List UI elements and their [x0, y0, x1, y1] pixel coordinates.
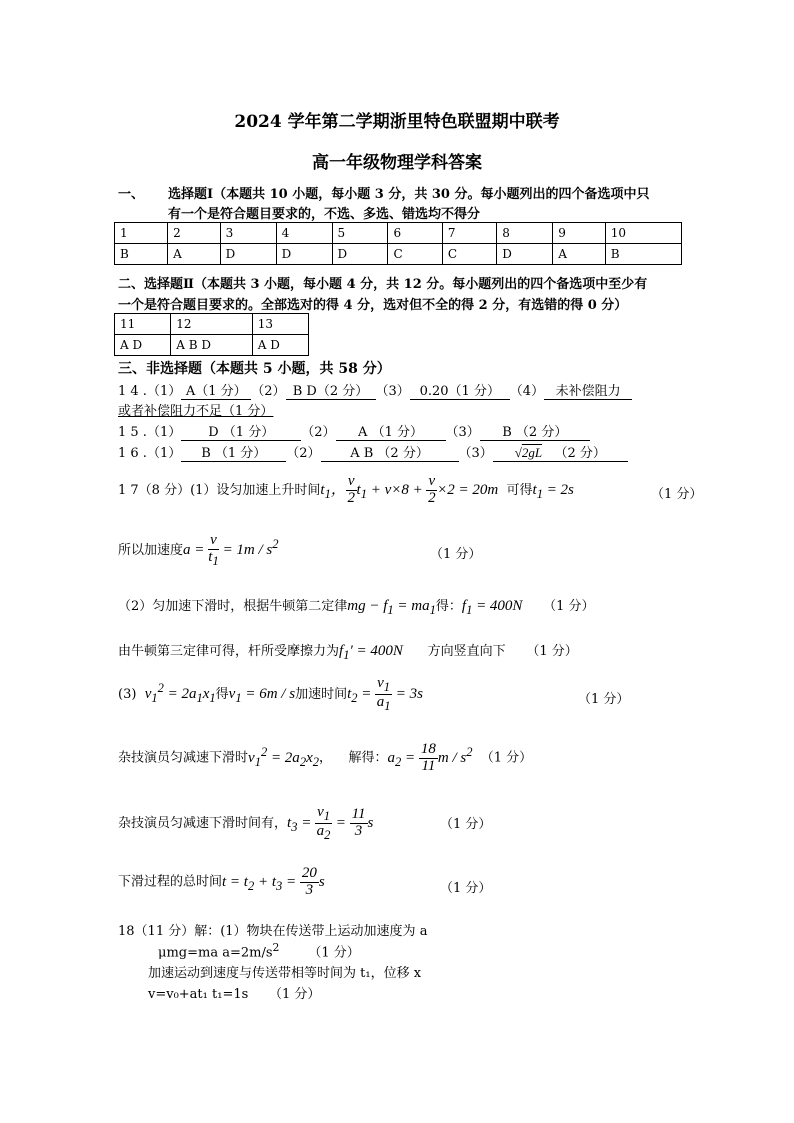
- q14-part4: （4）: [509, 384, 545, 399]
- q18-line3: 加速运动到速度与传送带相等时间为 t₁，位移 x: [148, 966, 422, 981]
- q17-line2-text: 所以加速度: [118, 542, 184, 558]
- q16-line: [118, 442, 628, 462]
- q18-line2-text: μmg=ma a=2m/s: [158, 945, 273, 961]
- q17-line6-score: （1 分）: [480, 750, 533, 766]
- table-row: [115, 223, 682, 244]
- q18-line4: [148, 983, 320, 1002]
- formula: $t_1$， $\frac{v}{2}$ $t_1 + v\times 8$ + $\frac{v}{2}$ ×2 = 20m: [320, 473, 499, 507]
- q16-part2: （2）: [286, 446, 321, 461]
- q17-line3: [118, 595, 595, 618]
- q17-line5-num: (3): [118, 687, 137, 703]
- question-cell: 4: [276, 223, 332, 244]
- answer-cell: A: [168, 244, 221, 265]
- question-cell: 3: [220, 223, 276, 244]
- q17-line3-mid: 得：: [435, 599, 462, 614]
- question-cell: 13: [252, 314, 308, 335]
- question-cell: 7: [442, 223, 496, 244]
- q15-part1: （1）: [146, 425, 182, 440]
- question-cell: 2: [168, 223, 221, 244]
- q17-line1-mid: 可得: [506, 483, 533, 498]
- answer-cell: C: [442, 244, 496, 265]
- q14-answer1: A（1 分）: [181, 380, 251, 400]
- q17-line4-score: （1 分）: [526, 644, 578, 659]
- q17-line6-text: 杂技演员匀减速下滑时: [118, 750, 249, 766]
- q17-line1-score: （1 分）: [651, 487, 703, 502]
- question-cell: 12: [171, 314, 253, 335]
- q16-answer3-score: （2 分）: [554, 446, 606, 461]
- q17-line5-score: （1 分）: [578, 692, 630, 707]
- question-cell: 5: [332, 223, 388, 244]
- section1-heading-line2: 有一个是符合题目要求的，不选、多选、错选均不得分: [168, 207, 481, 222]
- table-row: [115, 335, 309, 356]
- q14-answer3: 0.20（1 分）: [410, 380, 510, 400]
- q17-line7-text: 杂技演员匀减速下滑时间有，: [118, 816, 288, 832]
- answer-cell: B: [115, 244, 168, 265]
- table-row: [115, 244, 682, 265]
- q17-line5-mid2: 加速时间: [295, 687, 348, 703]
- q14-label: 1 4 .: [118, 384, 147, 399]
- q17-line4-dir: 方向竖直向下: [427, 644, 506, 659]
- formula-newton2: mg − $f_1 = ma_1$: [347, 598, 436, 617]
- table-row: [115, 314, 309, 335]
- q17-line2-score: （1 分）: [430, 547, 482, 562]
- answer-cell: A: [553, 244, 606, 265]
- formula-a2: $a_2$ = $\frac{18}{11}$ m / $s^2$: [387, 741, 473, 774]
- section1-number: 一、: [118, 187, 145, 202]
- section1-answer-table: [114, 222, 682, 265]
- q16-answer1: B （1 分）: [181, 442, 286, 462]
- q17-line8-score: （1 分）: [440, 881, 492, 896]
- q17-line8-text: 下滑过程的总时间: [118, 874, 223, 890]
- page-subtitle: 高一年级物理学科答案: [312, 153, 482, 173]
- q14-part1: （1）: [146, 384, 182, 399]
- q16-part3: （3）: [458, 446, 493, 461]
- q16-answer2: A B （2 分）: [321, 442, 459, 462]
- answer-cell: C: [388, 244, 442, 265]
- q14-part2: （2）: [251, 384, 286, 399]
- q18-line4-text: v=v₀+at₁ t₁=1s: [148, 987, 249, 1002]
- question-cell: 1: [115, 223, 168, 244]
- q15-part2: （2）: [301, 425, 336, 440]
- q14-answer4-cont: 或者补偿阻力不足（1 分）: [118, 404, 274, 419]
- question-cell: 8: [497, 223, 553, 244]
- formula-v1sq: $v_1^2 = 2a_1x_1$: [144, 681, 216, 706]
- q15-answer3: B （2 分）: [480, 421, 590, 441]
- answer-cell: D: [220, 244, 276, 265]
- formula-accel: a = $\frac{v}{t_1}$ = $1m / s^2$: [183, 532, 279, 568]
- answer-cell: A D: [115, 335, 171, 356]
- q16-answer3: √2gL （2 分）: [493, 442, 628, 462]
- q14-answer2: B D（2 分）: [286, 380, 376, 400]
- q18-line4-score: （1 分）: [268, 987, 321, 1002]
- q17-line3-score: （1 分）: [543, 599, 595, 614]
- sqrt-2gl: 2gL: [521, 445, 543, 460]
- q18-line1: 18（11 分）解：(1）物块在传送带上运动加速度为 a: [118, 924, 428, 939]
- question-cell: 10: [605, 223, 681, 244]
- answer-cell: D: [276, 244, 332, 265]
- q17-line8: [118, 866, 325, 899]
- section2-answer-table: [114, 313, 309, 356]
- answer-cell: A B D: [171, 335, 253, 356]
- q17-line4-text: 由牛顿第三定律可得，杆所受摩擦力为: [118, 644, 340, 659]
- q17-line6-mid: 解得：: [348, 750, 388, 766]
- q16-label: 1 6 .: [118, 446, 147, 461]
- q17-line1: [118, 473, 574, 511]
- q17-line5: [118, 676, 423, 713]
- q15-answer1: D （1 分）: [181, 421, 301, 441]
- formula-t-total: $t = t_2 + t_3$ = $\frac{20}{3}$ s: [222, 865, 325, 898]
- q17-line7: [118, 805, 373, 842]
- question-cell: 9: [553, 223, 606, 244]
- q17-line3-text: （2）匀加速下滑时，根据牛顿第二定律: [118, 599, 348, 614]
- answer-cell: D: [497, 244, 553, 265]
- formula-v1: $v_1 = 6m / s$: [228, 686, 296, 706]
- section1-heading-line1: 选择题Ⅰ（本题共 10 小题，每小题 3 分，共 30 分。每小题列出的四个备选项中只: [168, 187, 650, 202]
- question-cell: 6: [388, 223, 442, 244]
- q15-part3: （3）: [445, 425, 480, 440]
- q17-line5-mid1: 得: [215, 687, 229, 703]
- formula-t2: $t_2$ = $\frac{v_1}{a_1}$ = 3s: [347, 675, 424, 714]
- q17-line1-text: 1 7（8 分）(1）设匀加速上升时间: [118, 483, 321, 498]
- answer-cell: D: [332, 244, 388, 265]
- q15-answer2: A （1 分）: [336, 421, 446, 441]
- formula-t1: $t_1 = 2s$: [532, 482, 574, 501]
- section2-heading-line2: 一个是符合题目要求的。全部选对的得 4 分，选对但不全的得 2 分，有选错的得 0 分）: [118, 298, 628, 313]
- formula-f1: $f_1 = 400N$: [461, 598, 523, 617]
- q18-line2-score: （1 分）: [308, 945, 360, 961]
- section2-heading-line1: 二、选择题Ⅱ（本题共 3 小题，每小题 4 分，共 12 分。每小题列出的四个备选项中至少有: [118, 277, 648, 292]
- q15-label: 1 5 .: [118, 425, 147, 440]
- section3-heading: 三、非选择题（本题共 5 小题，共 58 分）: [118, 361, 391, 377]
- q17-line6: 杂技演员匀减速下滑时$v_1^2 = 2a_2x_2$， 解得：$a_2$ = $\frac{18}{11}$ m / $s^2$ （1 分）: [118, 741, 533, 774]
- q18-line2: μmg=ma $a=2m/s^2$ （1 分）: [158, 941, 360, 961]
- page-title: 2024 学年第二学期浙里特色联盟期中联考: [234, 112, 560, 132]
- formula-f1prime: $f_1' = 400N$: [339, 643, 403, 662]
- q14-part3: （3）: [375, 384, 410, 399]
- formula-v1sq-2: $v_1^2 = 2a_2x_2$: [248, 744, 319, 769]
- answer-cell: B: [605, 244, 681, 265]
- q16-part1: （1）: [146, 446, 182, 461]
- q17-line2: [118, 533, 279, 568]
- q14-answer4: 未补偿阻力: [544, 380, 632, 400]
- question-cell: 11: [115, 314, 171, 335]
- q17-line4: [118, 640, 578, 663]
- q14-line1: [118, 380, 632, 400]
- q15-line: [118, 421, 590, 441]
- q17-line7-score: （1 分）: [440, 817, 492, 832]
- formula-t3: $t_3$ = $\frac{v_1}{a_2}$ = $\frac{11}{3}$ s: [287, 804, 374, 843]
- answer-cell: A D: [252, 335, 308, 356]
